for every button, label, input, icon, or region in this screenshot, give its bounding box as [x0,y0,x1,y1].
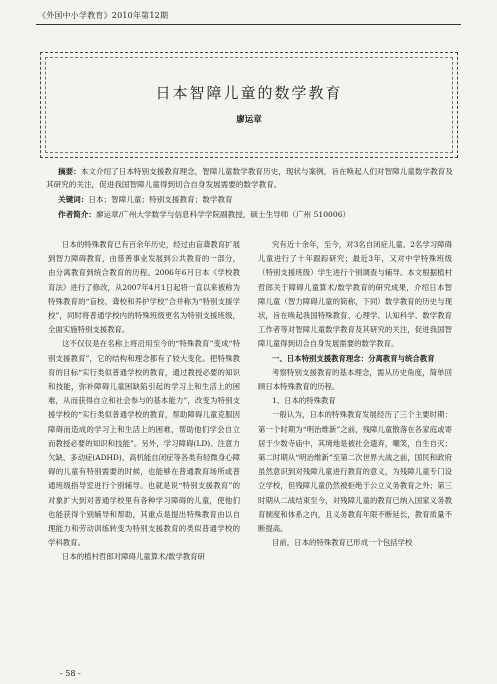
abstract-text: 本文介绍了日本特别支援教育理念，智障儿童数学教育历史，现状与案例，旨在唤起人们对智障儿童数学教育及其研究的关注，促进我国智障儿童得到切合自身发展需要的数学教育。 [46,167,453,189]
abstract [46,165,460,191]
subsection-heading: 1、日本的特殊教育 [272,396,336,406]
right-column [258,238,452,550]
paragraph: 日本的特殊教育已有百余年历史，经过由盲聋教育扩展到智力障碍教育，由慈善事业发展到公共教育的一部分，由分离教育到统合教育的历程。2006年6月日本《学校教育法》进行了修改，从2007年4月1日起将一直以来被称为特殊教育的“盲校、聋校和养护学校”合并称为“特别支援学校”，同时将普通学校内的特殊班级更名为特别支援班级，全面实施特别支援教育。 [48,240,240,335]
paragraph: 日本的植村哲郎对障碍儿童算术/数学教育研 [62,552,205,562]
abstract-label: 摘要： [58,167,81,176]
paragraph: 一般认为，日本的特殊教育发展经历了三个主要时期：第一个时期为“明治维新”之前，残障儿童散落在各家庭或寄居于少数寺庙中，其境地是被社会遗弃，嘲笑，自生自灭；第二时期从“明治维新”至第二次世界大战之前，国民和政府虽然意识到对残障儿童进行教育的意义，为残障儿童专门设立学校，但残障儿童仍然被拒绝于公立义务教育之外；第三时期从二战结束至今，对残障儿童的教育已纳入国家义务教育制度和体系之内，且义务教育年限不断延长，教育质量不断提高。 [258,410,452,534]
section-heading: 一、日本特别支援教育理念：分离教育与统合教育 [272,353,435,363]
paragraph: 目前，日本的特殊教育已形成一个包括学校 [272,538,413,548]
title-frame-inner [45,57,453,153]
article-title: 日本智障儿童的数学教育 [155,84,343,102]
left-column [48,238,240,565]
header-rule [36,24,461,25]
keywords [58,193,472,206]
paragraph: 这不仅仅是在名称上将沿用至今的“特殊教育”变成“特别支援教育”，它的结构和理念都有了较大变化。把特殊教育的目标“实行类似普通学校的教育，通过教授必要的知识和技能，弥补障碍儿童困缺陷引起的学习上和生活上的困难，从而获得自立和社会参与的基本能力”，改变为特别支援学校的“实行类似普通学校的教育，帮助障碍儿童克服因障碍而造成的学习上和生活上的困难，帮助他们学会自立而教授必要的知识和技能”。另外，学习障碍(LD)、注意力欠缺、多动症(ADHD)、高机能自闭症等各类有轻微身心障碍的儿童有特别需要的时候，也能够在普通教育场所或普通班级指导室进行个别辅导。也就是说“特别支援教育”的对象扩大到对普通学校里有各种学习障碍的儿童，使他们也能获得个别辅导和帮助，其重点是提出特殊教育由以自理能力和劳动训练转变为特别支援教育的类似普通学校的学科教育。 [48,339,240,548]
title-frame [40,52,458,158]
paragraph: 究有近十余年，至今，对3名自闭症儿童、2名学习障碍儿童进行了十年跟踪研究；最近3年，又对中学特殊班级（特别支援班级）学生进行个别调查与辅导。本文根据植村哲郎关于障碍儿童算术/数学教育的研究成果，介绍日本智障儿童（智力障碍儿童的简称，下同）数学教育的历史与现状，旨在唤起我国特殊教育、心理学、认知科学、数学教育工作者等对智障儿童数学教育及其研究的关注，促进我国智障儿童得到切合自身发展需要的数学教育。 [258,240,452,349]
author-info-label: 作者简介： [58,210,96,219]
author-info [58,208,472,221]
running-header: 《外国中小学教育》2010年第12期 [38,11,169,20]
keywords-label: 关键词： [58,195,89,204]
author-info-text: 廖运章/广州大学数学与信息科学学院副教授，硕士生导师（广州 510006） [95,210,351,219]
article-author: 廖运章 [236,115,262,125]
keywords-text: 日本；智障儿童；特别支援教育；数学教育 [88,195,233,204]
page-number: - 58 - [60,669,81,678]
paragraph: 考察特别支援教育的基本理念，需从历史角度，简单回顾日本特殊教育的历程。 [258,367,452,392]
